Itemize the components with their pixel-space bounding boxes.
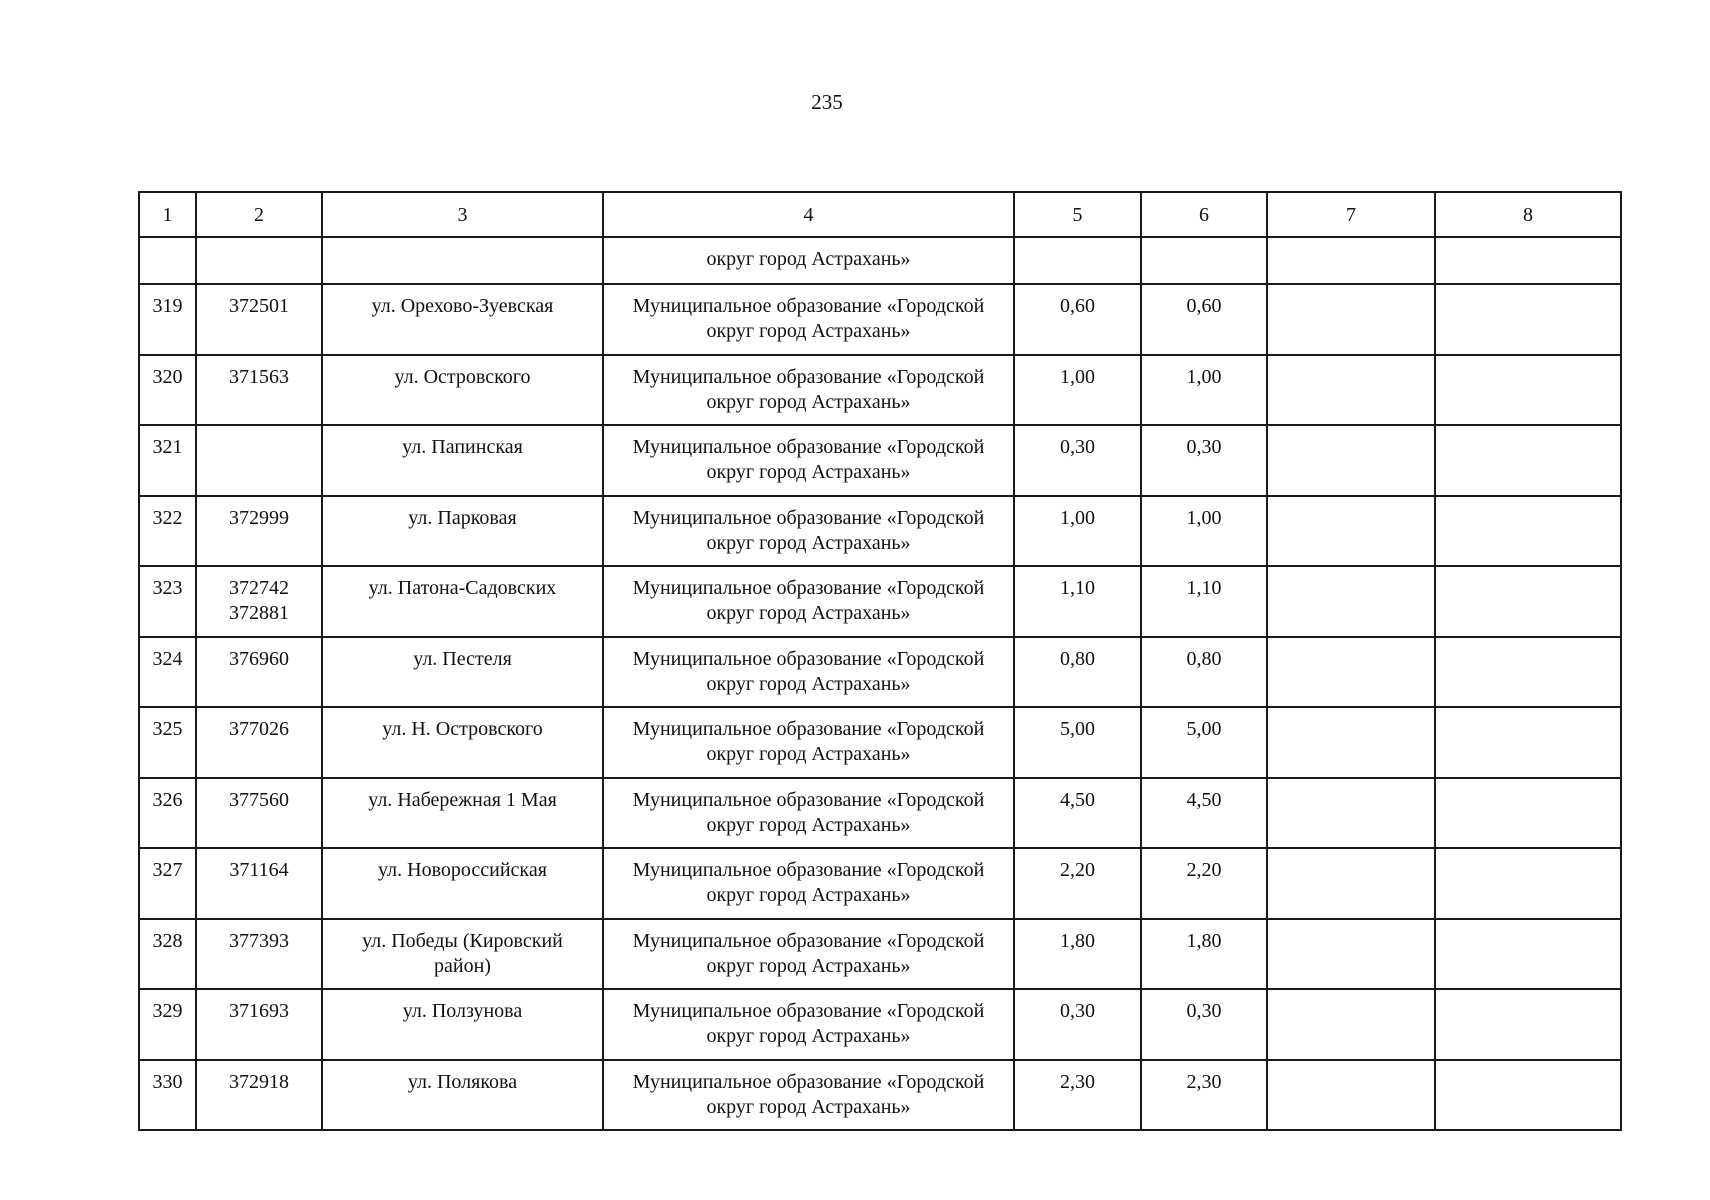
table-row bbox=[139, 989, 1621, 1060]
continuation-cell: округ город Астрахань» bbox=[603, 237, 1014, 284]
owner-line: округ город Астрахань» bbox=[706, 672, 911, 695]
code-line: 377026 bbox=[229, 718, 289, 740]
street-name-line: ул. Папинская bbox=[402, 436, 523, 458]
value-col8-cell bbox=[1435, 637, 1621, 708]
code-line: 372501 bbox=[229, 295, 289, 317]
row-number-cell: 319 bbox=[139, 284, 196, 355]
owner-line: Муниципальное образование «Городской bbox=[632, 788, 985, 811]
code-line: 371164 bbox=[229, 859, 289, 881]
code-line: 377393 bbox=[229, 929, 289, 952]
owner-line: округ город Астрахань» bbox=[706, 1025, 911, 1047]
code-cell bbox=[196, 848, 322, 919]
value-col5-cell: 2,30 bbox=[1014, 1060, 1141, 1131]
value-col5-cell: 1,00 bbox=[1014, 496, 1141, 567]
value-col6-cell: 5,00 bbox=[1141, 707, 1267, 778]
value-col8-cell bbox=[1435, 355, 1621, 426]
value-col7-cell bbox=[1267, 989, 1435, 1060]
owner-cell bbox=[603, 707, 1014, 778]
value-col6-cell: 2,30 bbox=[1141, 1060, 1267, 1131]
row-number-cell: 322 bbox=[139, 496, 196, 567]
street-name-line: ул. Набережная 1 Мая bbox=[368, 788, 557, 811]
street-name-cell bbox=[322, 1060, 603, 1131]
continuation-cell bbox=[1141, 237, 1267, 284]
continuation-cell bbox=[1014, 237, 1141, 284]
value-col6-cell: 4,50 bbox=[1141, 778, 1267, 849]
street-name-line: ул. Новороссийская bbox=[378, 859, 547, 881]
header-cell-4: 4 bbox=[603, 192, 1014, 237]
value-col7-cell bbox=[1267, 1060, 1435, 1131]
header-cell-7: 7 bbox=[1267, 192, 1435, 237]
value-col5-cell: 0,30 bbox=[1014, 425, 1141, 496]
value-col7-cell bbox=[1267, 425, 1435, 496]
code-cell bbox=[196, 496, 322, 567]
value-col5-cell: 1,00 bbox=[1014, 355, 1141, 426]
owner-line: Муниципальное образование «Городской bbox=[632, 506, 985, 529]
code-cell bbox=[196, 355, 322, 426]
owner-line: округ город Астрахань» bbox=[706, 390, 911, 413]
code-line: 371693 bbox=[229, 1000, 289, 1022]
header-cell-5: 5 bbox=[1014, 192, 1141, 237]
street-name-line: ул. Островского bbox=[394, 365, 531, 388]
owner-line: Муниципальное образование «Городской bbox=[632, 1000, 985, 1022]
owner-line: округ город Астрахань» bbox=[706, 320, 911, 342]
value-col7-cell bbox=[1267, 919, 1435, 990]
row-number-cell: 323 bbox=[139, 566, 196, 637]
owner-line: Муниципальное образование «Городской bbox=[632, 365, 985, 388]
value-col8-cell bbox=[1435, 919, 1621, 990]
continuation-cell bbox=[196, 237, 322, 284]
table-row bbox=[139, 284, 1621, 355]
owner-cell bbox=[603, 496, 1014, 567]
street-name-cell bbox=[322, 496, 603, 567]
street-name-line: ул. Пестеля bbox=[413, 647, 512, 670]
continuation-row bbox=[139, 237, 1621, 284]
header-cell-3: 3 bbox=[322, 192, 603, 237]
value-col5-cell: 0,60 bbox=[1014, 284, 1141, 355]
value-col8-cell bbox=[1435, 284, 1621, 355]
street-name-line: ул. Н. Островского bbox=[382, 718, 543, 740]
value-col5-cell: 0,80 bbox=[1014, 637, 1141, 708]
value-col5-cell: 1,80 bbox=[1014, 919, 1141, 990]
code-cell bbox=[196, 425, 322, 496]
row-number-cell: 325 bbox=[139, 707, 196, 778]
owner-cell bbox=[603, 566, 1014, 637]
owner-cell bbox=[603, 425, 1014, 496]
street-name-cell bbox=[322, 355, 603, 426]
street-name-cell bbox=[322, 425, 603, 496]
street-name-cell bbox=[322, 707, 603, 778]
owner-cell bbox=[603, 778, 1014, 849]
value-col7-cell bbox=[1267, 566, 1435, 637]
value-col6-cell: 0,30 bbox=[1141, 425, 1267, 496]
value-col8-cell bbox=[1435, 848, 1621, 919]
code-cell bbox=[196, 989, 322, 1060]
owner-line: округ город Астрахань» bbox=[706, 1095, 911, 1118]
header-cell-8: 8 bbox=[1435, 192, 1621, 237]
value-col7-cell bbox=[1267, 284, 1435, 355]
street-name-cell bbox=[322, 637, 603, 708]
header-cell-6: 6 bbox=[1141, 192, 1267, 237]
code-line: 372918 bbox=[229, 1070, 289, 1093]
owner-cell bbox=[603, 637, 1014, 708]
register-table bbox=[138, 191, 1622, 1131]
value-col7-cell bbox=[1267, 707, 1435, 778]
owner-line: округ город Астрахань» bbox=[706, 884, 911, 906]
value-col5-cell: 5,00 bbox=[1014, 707, 1141, 778]
street-name-cell bbox=[322, 284, 603, 355]
owner-cell bbox=[603, 989, 1014, 1060]
street-name-line: ул. Полякова bbox=[407, 1070, 518, 1093]
owner-line: округ город Астрахань» bbox=[706, 954, 911, 977]
code-line: 372999 bbox=[229, 506, 289, 529]
owner-line: округ город Астрахань» bbox=[706, 813, 911, 836]
value-col8-cell bbox=[1435, 425, 1621, 496]
value-col8-cell bbox=[1435, 707, 1621, 778]
owner-line: округ город Астрахань» bbox=[706, 461, 911, 483]
row-number-cell: 330 bbox=[139, 1060, 196, 1131]
value-col6-cell: 1,00 bbox=[1141, 496, 1267, 567]
header-row bbox=[139, 192, 1621, 237]
code-cell bbox=[196, 566, 322, 637]
street-name-line: ул. Орехово-Зуевская bbox=[371, 295, 554, 317]
header-cell-2: 2 bbox=[196, 192, 322, 237]
street-name-line: ул. Победы (Кировский bbox=[362, 929, 563, 952]
owner-line: Муниципальное образование «Городской bbox=[632, 577, 985, 599]
value-col7-cell bbox=[1267, 496, 1435, 567]
value-col6-cell: 1,80 bbox=[1141, 919, 1267, 990]
table-row bbox=[139, 637, 1621, 708]
owner-cell bbox=[603, 848, 1014, 919]
code-cell bbox=[196, 284, 322, 355]
street-name-cell bbox=[322, 566, 603, 637]
row-number-cell: 327 bbox=[139, 848, 196, 919]
value-col6-cell: 2,20 bbox=[1141, 848, 1267, 919]
table-row bbox=[139, 778, 1621, 849]
continuation-cell bbox=[1435, 237, 1621, 284]
value-col8-cell bbox=[1435, 989, 1621, 1060]
table-row bbox=[139, 707, 1621, 778]
row-number-cell: 328 bbox=[139, 919, 196, 990]
owner-line: Муниципальное образование «Городской bbox=[632, 859, 985, 881]
continuation-cell bbox=[1267, 237, 1435, 284]
table-row bbox=[139, 848, 1621, 919]
value-col8-cell bbox=[1435, 566, 1621, 637]
code-line: 371563 bbox=[229, 365, 289, 388]
value-col8-cell bbox=[1435, 496, 1621, 567]
owner-line: Муниципальное образование «Городской bbox=[632, 718, 985, 740]
owner-cell bbox=[603, 355, 1014, 426]
value-col7-cell bbox=[1267, 355, 1435, 426]
value-col7-cell bbox=[1267, 778, 1435, 849]
row-number-cell: 329 bbox=[139, 989, 196, 1060]
header-cell-1: 1 bbox=[139, 192, 196, 237]
street-name-cell bbox=[322, 919, 603, 990]
street-name-cell bbox=[322, 778, 603, 849]
table-row bbox=[139, 919, 1621, 990]
page-number: 235 bbox=[811, 90, 843, 114]
value-col5-cell: 2,20 bbox=[1014, 848, 1141, 919]
value-col6-cell: 0,30 bbox=[1141, 989, 1267, 1060]
row-number-cell: 321 bbox=[139, 425, 196, 496]
row-number-cell: 324 bbox=[139, 637, 196, 708]
table-row bbox=[139, 425, 1621, 496]
value-col8-cell bbox=[1435, 778, 1621, 849]
table-row bbox=[139, 1060, 1621, 1131]
value-col5-cell: 0,30 bbox=[1014, 989, 1141, 1060]
owner-line: Муниципальное образование «Городской bbox=[632, 929, 985, 952]
code-cell bbox=[196, 637, 322, 708]
value-col6-cell: 0,80 bbox=[1141, 637, 1267, 708]
table-row bbox=[139, 566, 1621, 637]
code-line: 376960 bbox=[229, 647, 289, 670]
code-cell bbox=[196, 919, 322, 990]
owner-line: Муниципальное образование «Городской bbox=[632, 647, 985, 670]
row-number-cell: 326 bbox=[139, 778, 196, 849]
table-row bbox=[139, 355, 1621, 426]
code-line: 372742 bbox=[229, 577, 289, 599]
value-col7-cell bbox=[1267, 848, 1435, 919]
value-col8-cell bbox=[1435, 1060, 1621, 1131]
owner-line: округ город Астрахань» bbox=[706, 531, 911, 554]
code-cell bbox=[196, 707, 322, 778]
value-col6-cell: 1,10 bbox=[1141, 566, 1267, 637]
street-name-line: ул. Ползунова bbox=[402, 1000, 523, 1022]
continuation-cell bbox=[139, 237, 196, 284]
street-name-line: ул. Парковая bbox=[408, 506, 517, 529]
street-name-line: ул. Патона-Садовских bbox=[368, 577, 557, 599]
value-col6-cell: 1,00 bbox=[1141, 355, 1267, 426]
owner-cell bbox=[603, 919, 1014, 990]
value-col5-cell: 4,50 bbox=[1014, 778, 1141, 849]
owner-cell bbox=[603, 284, 1014, 355]
owner-cell bbox=[603, 1060, 1014, 1131]
owner-line: Муниципальное образование «Городской bbox=[632, 1070, 985, 1093]
continuation-cell bbox=[322, 237, 603, 284]
code-line: 372881 bbox=[229, 602, 289, 624]
street-name-line: район) bbox=[434, 954, 491, 977]
value-col5-cell: 1,10 bbox=[1014, 566, 1141, 637]
code-cell bbox=[196, 778, 322, 849]
owner-line: Муниципальное образование «Городской bbox=[632, 295, 985, 317]
street-name-cell bbox=[322, 989, 603, 1060]
row-number-cell: 320 bbox=[139, 355, 196, 426]
table-row bbox=[139, 496, 1621, 567]
owner-line: Муниципальное образование «Городской bbox=[632, 436, 985, 458]
value-col7-cell bbox=[1267, 637, 1435, 708]
street-name-cell bbox=[322, 848, 603, 919]
owner-line: округ город Астрахань» bbox=[706, 743, 911, 765]
code-cell bbox=[196, 1060, 322, 1131]
owner-line: округ город Астрахань» bbox=[706, 602, 911, 624]
value-col6-cell: 0,60 bbox=[1141, 284, 1267, 355]
code-line: 377560 bbox=[229, 788, 289, 811]
